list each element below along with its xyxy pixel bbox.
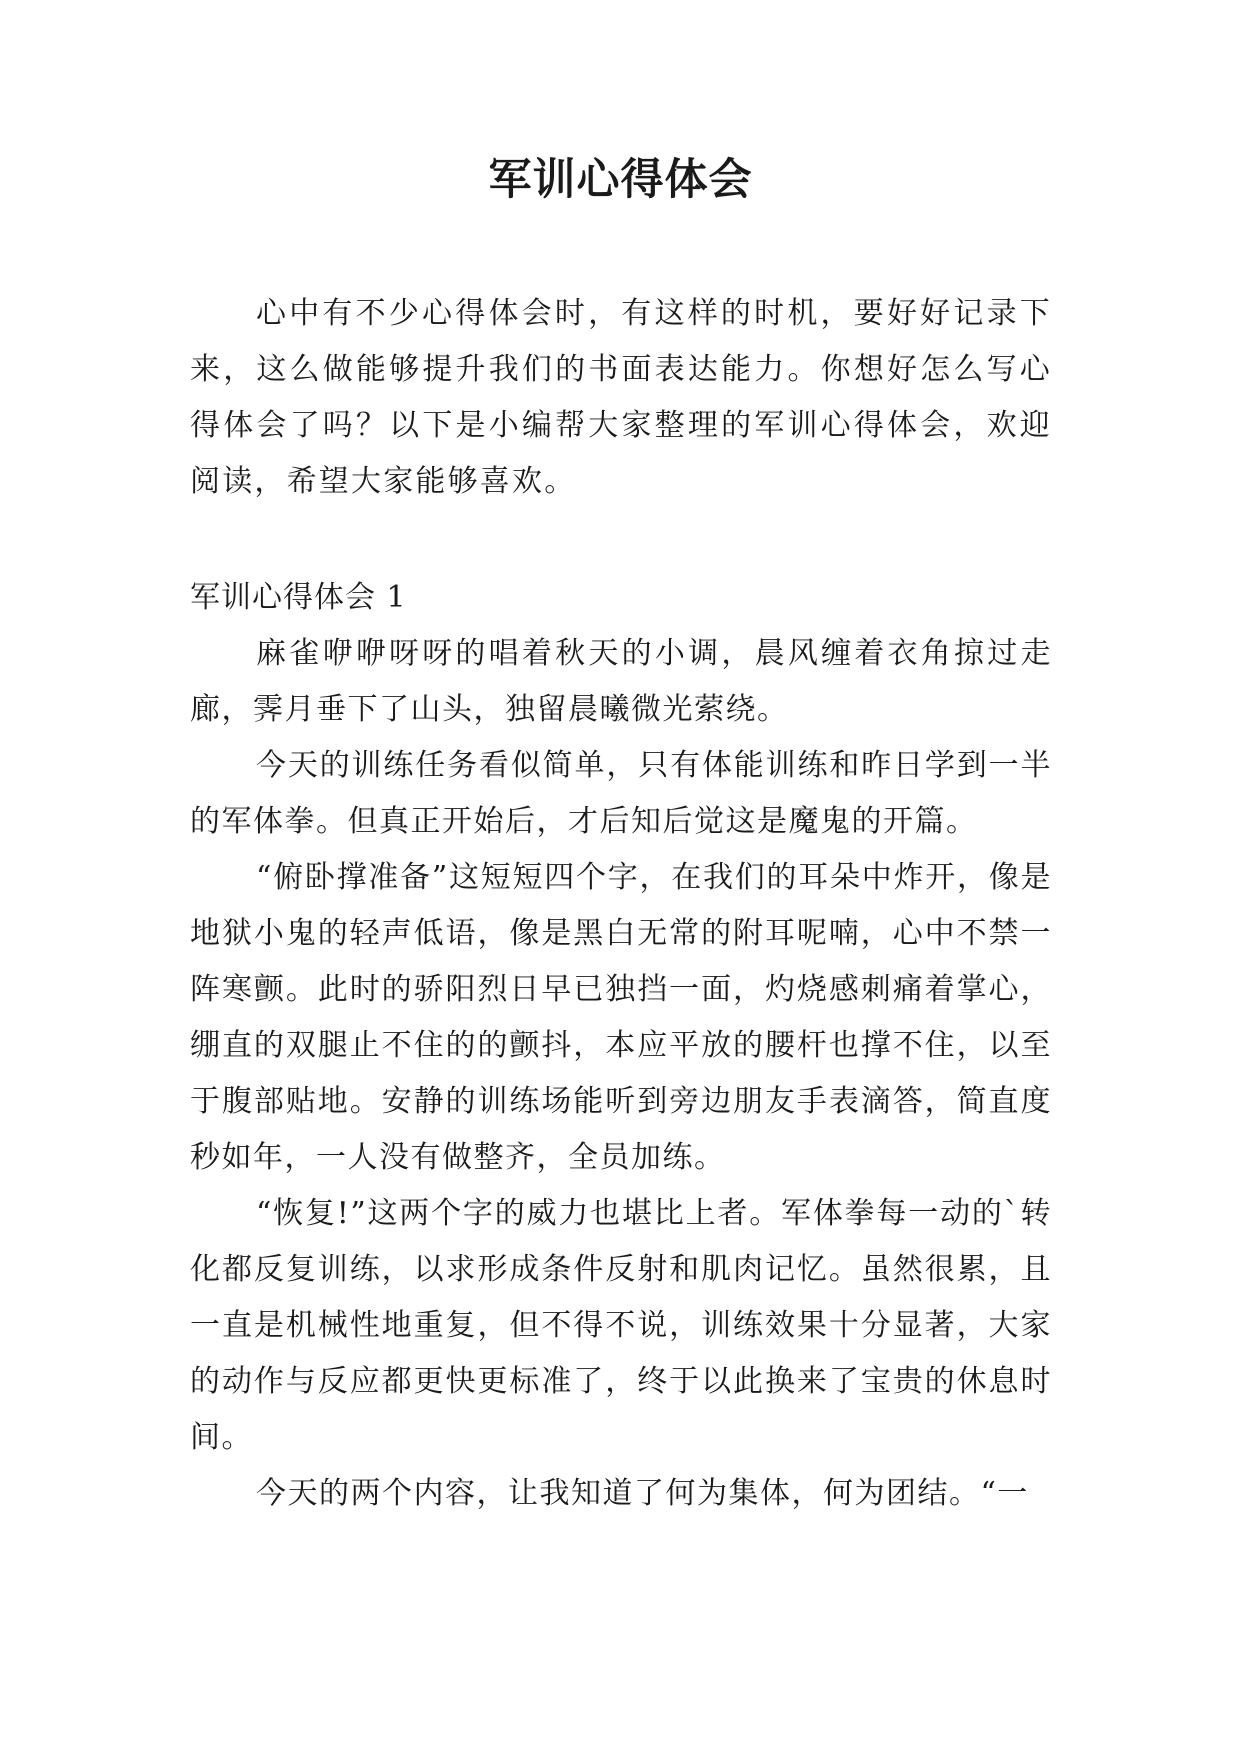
body-paragraph: 今天的两个内容，让我知道了何为集体，何为团结。“一 — [256, 1476, 1029, 1511]
document-title: 军训心得体会 — [488, 155, 753, 205]
document-body — [190, 286, 1052, 1522]
section-spacer — [190, 510, 1052, 570]
body-paragraph: “恢复!”这两个字的威力也堪比上者。军体拳每一动的`转化都反复训练，以求形成条件反射和肌肉记忆。虽然很累，且一直是机械性地重复，但不得不说，训练效果十分显著，大家的动作与反应都更快更标准了，终于以此换来了宝贵的休息时间。 — [190, 1196, 1052, 1455]
body-paragraph: “俯卧撑准备”这短短四个字，在我们的耳朵中炸开，像是地狱小鬼的轻声低语，像是黑白无常的附耳呢喃，心中不禁一阵寒颤。此时的骄阳烈日早已独挡一面，灼烧感刺痛着掌心，绷直的双腿止不住的的颤抖，本应平放的腰杆也撑不住，以至于腹部贴地。安静的训练场能听到旁边朋友手表滴答，简直度秒如年，一人没有做整齐，全员加练。 — [190, 860, 1052, 1175]
body-paragraph: 麻雀咿咿呀呀的唱着秋天的小调，晨风缠着衣角掠过走廊，霁月垂下了山头，独留晨曦微光萦绕。 — [190, 636, 1052, 727]
intro-paragraph: 心中有不少心得体会时，有这样的时机，要好好记录下来，这么做能够提升我们的书面表达能力。你想好怎么写心得体会了吗？以下是小编帮大家整理的军训心得体会，欢迎阅读，希望大家能够喜欢。 — [190, 296, 1052, 499]
section-heading: 军训心得体会 1 — [190, 580, 407, 615]
body-paragraph: 今天的训练任务看似简单，只有体能训练和昨日学到一半的军体拳。但真正开始后，才后知后觉这是魔鬼的开篇。 — [190, 748, 1052, 839]
